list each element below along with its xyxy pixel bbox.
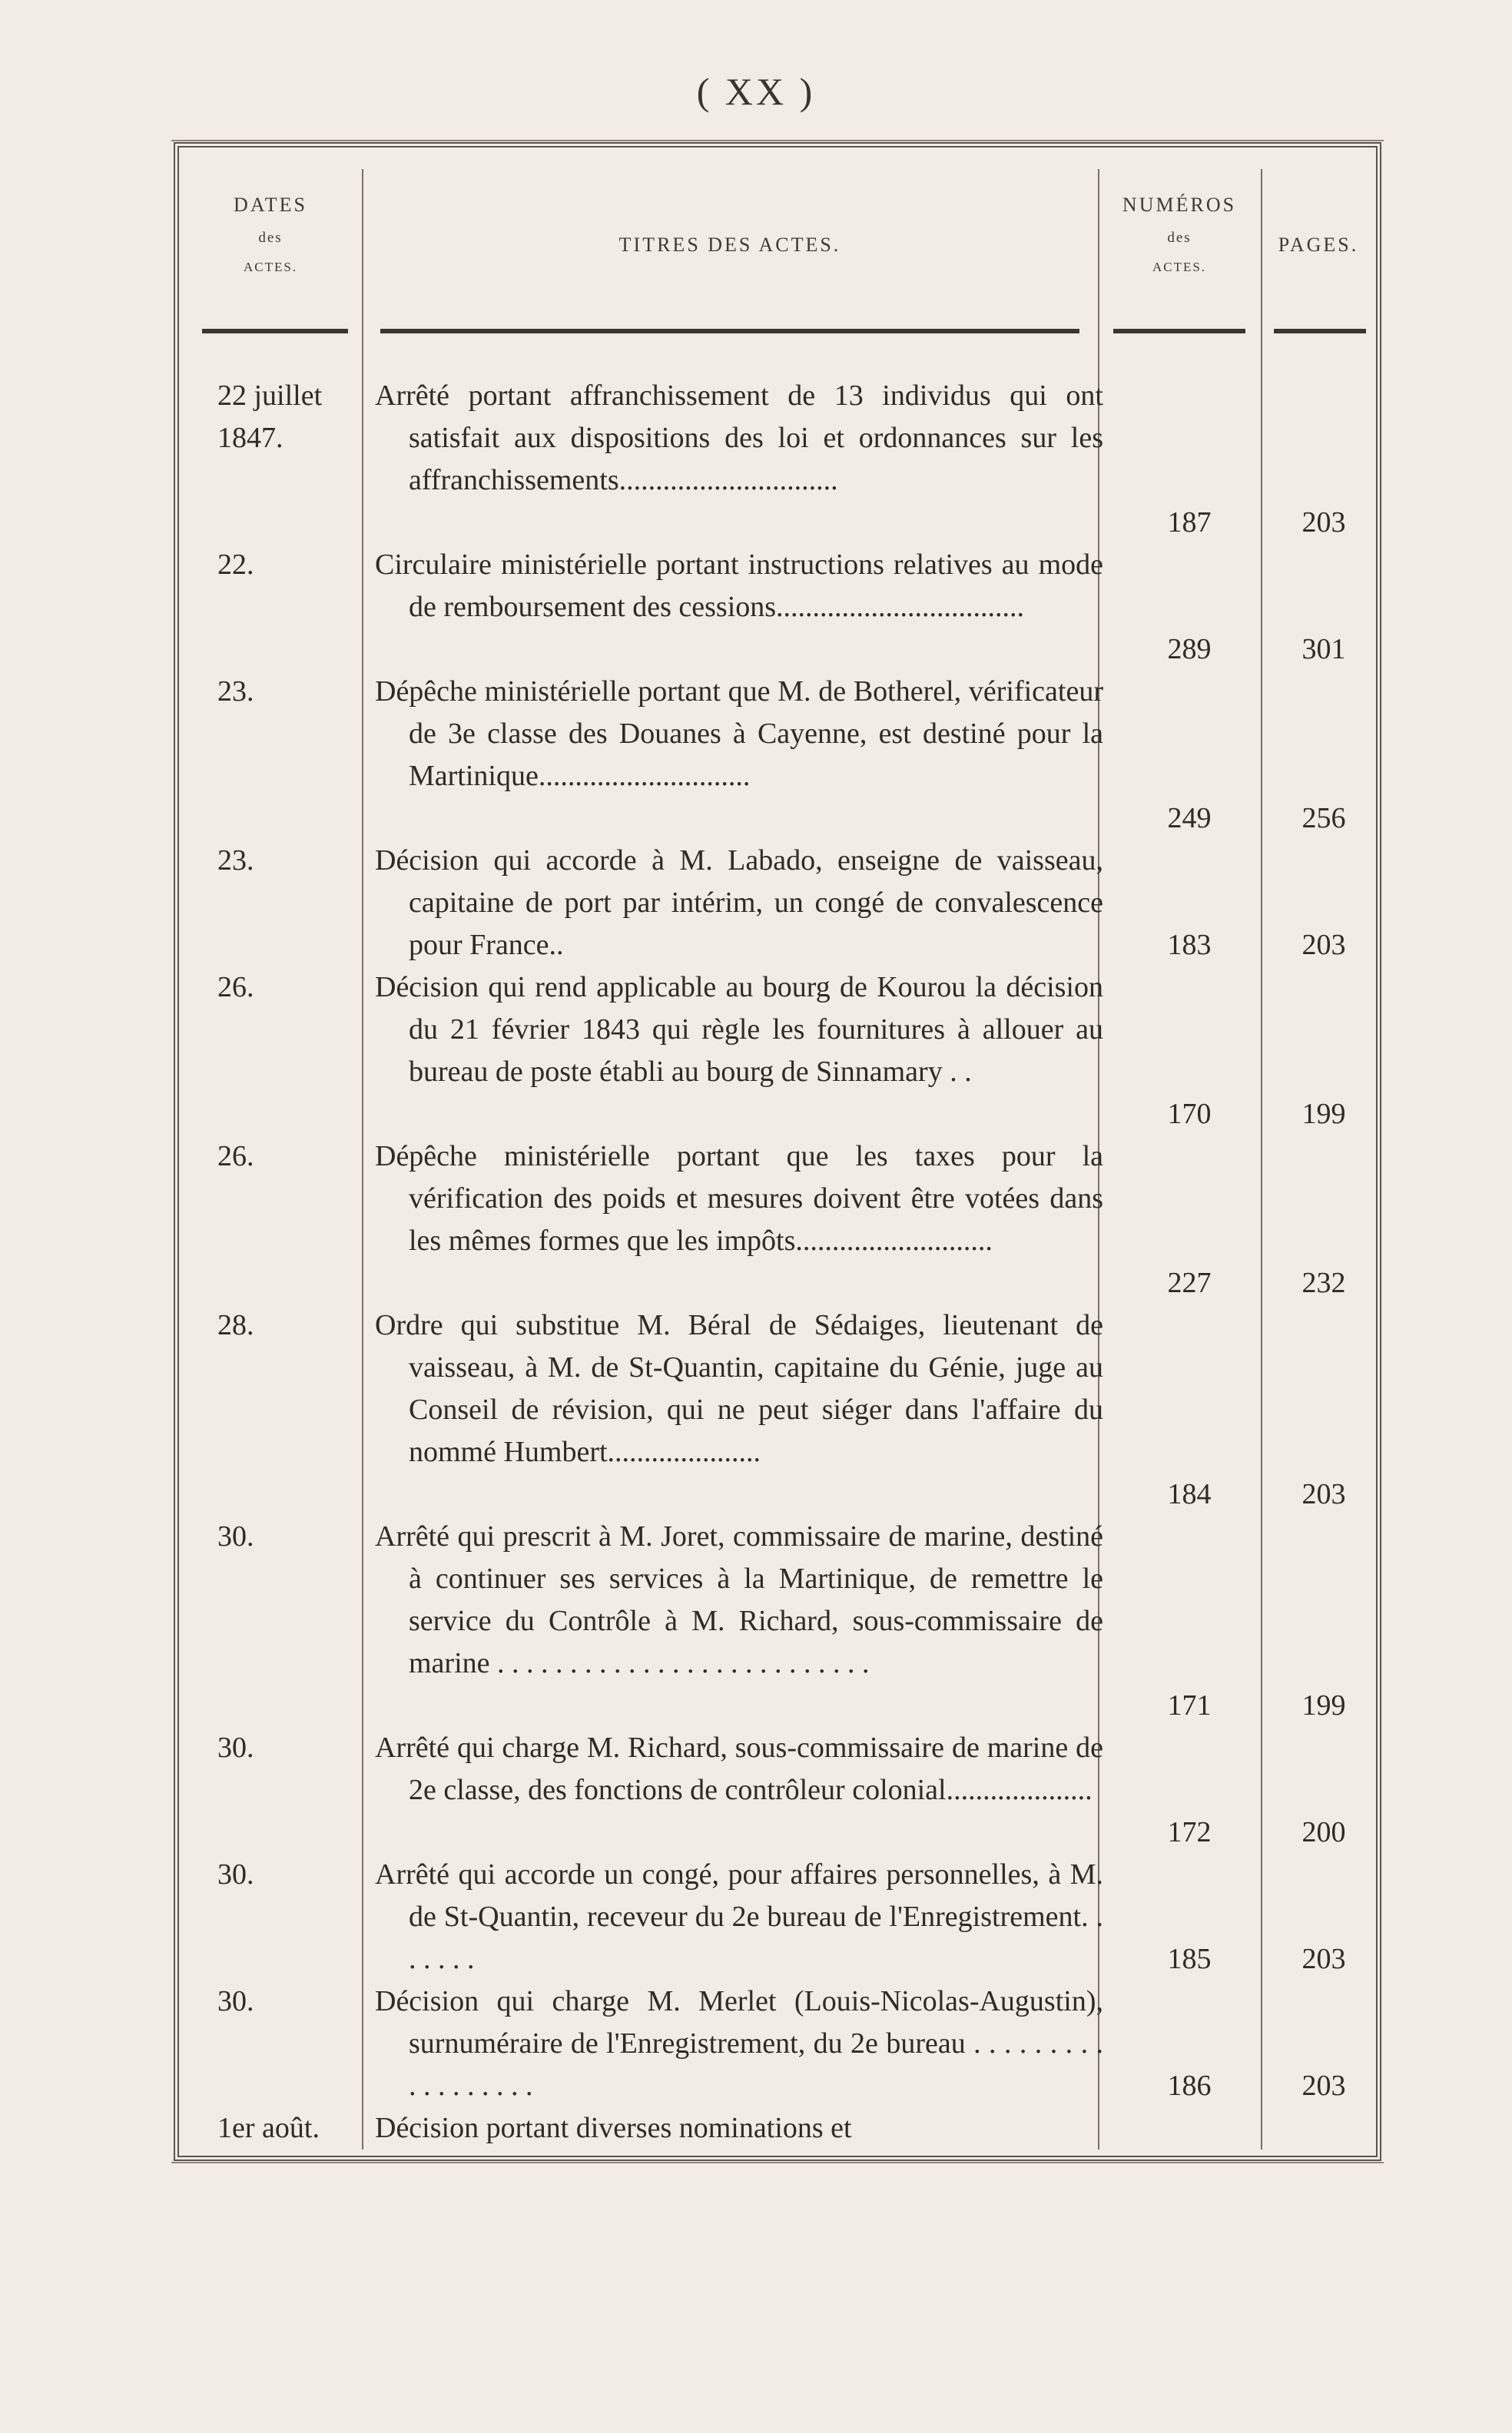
entry-title: Décision qui accorde à M. Labado, enseigne de vaisseau, capitaine de port par intérim, un congé de convalescence pour France.. <box>375 844 1103 961</box>
entry-number: 289 <box>1167 633 1212 665</box>
entry-page: 200 <box>1301 1816 1346 1848</box>
entry-page: 203 <box>1301 1478 1346 1510</box>
header-rule <box>202 329 348 333</box>
entry-number: 172 <box>1167 1816 1212 1848</box>
entry-date: 30. <box>217 1858 254 1891</box>
header-rule <box>1113 329 1245 333</box>
entry-number: 187 <box>1167 506 1212 539</box>
entry-date: 22. <box>217 549 254 581</box>
column-divider <box>362 169 363 2150</box>
entry-date: 30. <box>217 1732 254 1764</box>
entry-date: 22 juillet 1847. <box>217 380 323 454</box>
entry-page: 232 <box>1301 1267 1346 1299</box>
entry-title: Circulaire ministérielle portant instructions relatives au mode de remboursement des cessions.................................. <box>375 549 1103 623</box>
column-divider <box>1261 169 1262 2150</box>
entry-number: 183 <box>1167 929 1212 961</box>
entry-date: 1er août. <box>217 2112 320 2144</box>
entry-date: 23. <box>217 675 254 708</box>
entry-title: Arrêté qui charge M. Richard, sous-commissaire de marine de 2e classe, des fonctions de contrôleur colonial.................... <box>375 1732 1103 1806</box>
entry-date: 30. <box>217 1520 254 1553</box>
entry-date: 26. <box>217 971 254 1003</box>
header-rule <box>380 329 1079 333</box>
entry-title: Décision qui charge M. Merlet (Louis-Nicolas-Augustin), surnuméraire de l'Enregistrement, du 2e bureau . . . . . . . . . . . . . . . . . . <box>375 1985 1103 2102</box>
entry-page: 301 <box>1301 633 1346 665</box>
entry-date: 26. <box>217 1140 254 1172</box>
page-title: ( XX ) <box>696 70 816 113</box>
entry-title: Dépêche ministérielle portant que les taxes pour la vérification des poids et mesures doivent être votées dans les mêmes formes que les impôts........................... <box>375 1140 1103 1257</box>
entry-page: 199 <box>1301 1098 1346 1130</box>
entry-page: 203 <box>1301 506 1346 539</box>
entry-page: 199 <box>1301 1689 1346 1722</box>
entry-number: 185 <box>1167 1943 1212 1975</box>
entry-date: 28. <box>217 1309 254 1341</box>
entry-number: 227 <box>1167 1267 1212 1299</box>
entry-title: Arrêté qui accorde un congé, pour affaires personnelles, à M. de St-Quantin, receveur du 2e bureau de l'Enregistrement. . . . . . . <box>375 1858 1103 1975</box>
entry-number: 249 <box>1167 802 1212 834</box>
entry-date: 30. <box>217 1985 254 2017</box>
entry-title: Décision portant diverses nominations et <box>375 2112 852 2144</box>
table-frame <box>174 142 1381 2161</box>
entry-title: Décision qui rend applicable au bourg de Kourou la décision du 21 février 1843 qui règle les fournitures à allouer au bureau de poste établi au bourg de Sinnamary . . <box>375 971 1103 1088</box>
entry-date: 23. <box>217 844 254 877</box>
entry-number: 171 <box>1167 1689 1212 1722</box>
header-dates: DATES des ACTES. <box>234 194 307 274</box>
entry-page: 203 <box>1301 1943 1346 1975</box>
entry-number: 186 <box>1167 2070 1212 2102</box>
entry-page: 203 <box>1301 929 1346 961</box>
entry-page: 256 <box>1301 802 1346 834</box>
entry-title: Arrêté portant affranchissement de 13 individus qui ont satisfait aux dispositions des loi et ordonnances sur les affranchissements.............................. <box>375 380 1103 496</box>
entry-title: Arrêté qui prescrit à M. Joret, commissaire de marine, destiné à continuer ses services à la Martinique, de remettre le service du Contrôle à M. Richard, sous-commissaire de marine . . . . . . . . . . . . . . . . . . . . . . . . . . <box>375 1520 1103 1679</box>
header-rule <box>1274 329 1366 333</box>
header-titres: TITRES DES ACTES. <box>618 234 841 256</box>
entry-title: Dépêche ministérielle portant que M. de Botherel, vérificateur de 3e classe des Douanes à Cayenne, est destiné pour la Martinique............................. <box>375 675 1103 792</box>
entry-page: 203 <box>1301 2070 1346 2102</box>
entry-title: Ordre qui substitue M. Béral de Sédaiges, lieutenant de vaisseau, à M. de St-Quantin, capitaine du Génie, juge au Conseil de révision, qui ne peut siéger dans l'affaire du nommé Humbert..................... <box>375 1309 1103 1468</box>
header-pages: PAGES. <box>1278 234 1359 256</box>
entry-number: 170 <box>1167 1098 1212 1130</box>
header-numeros: NUMÉROS des ACTES. <box>1122 194 1237 274</box>
entry-number: 184 <box>1167 1478 1212 1510</box>
